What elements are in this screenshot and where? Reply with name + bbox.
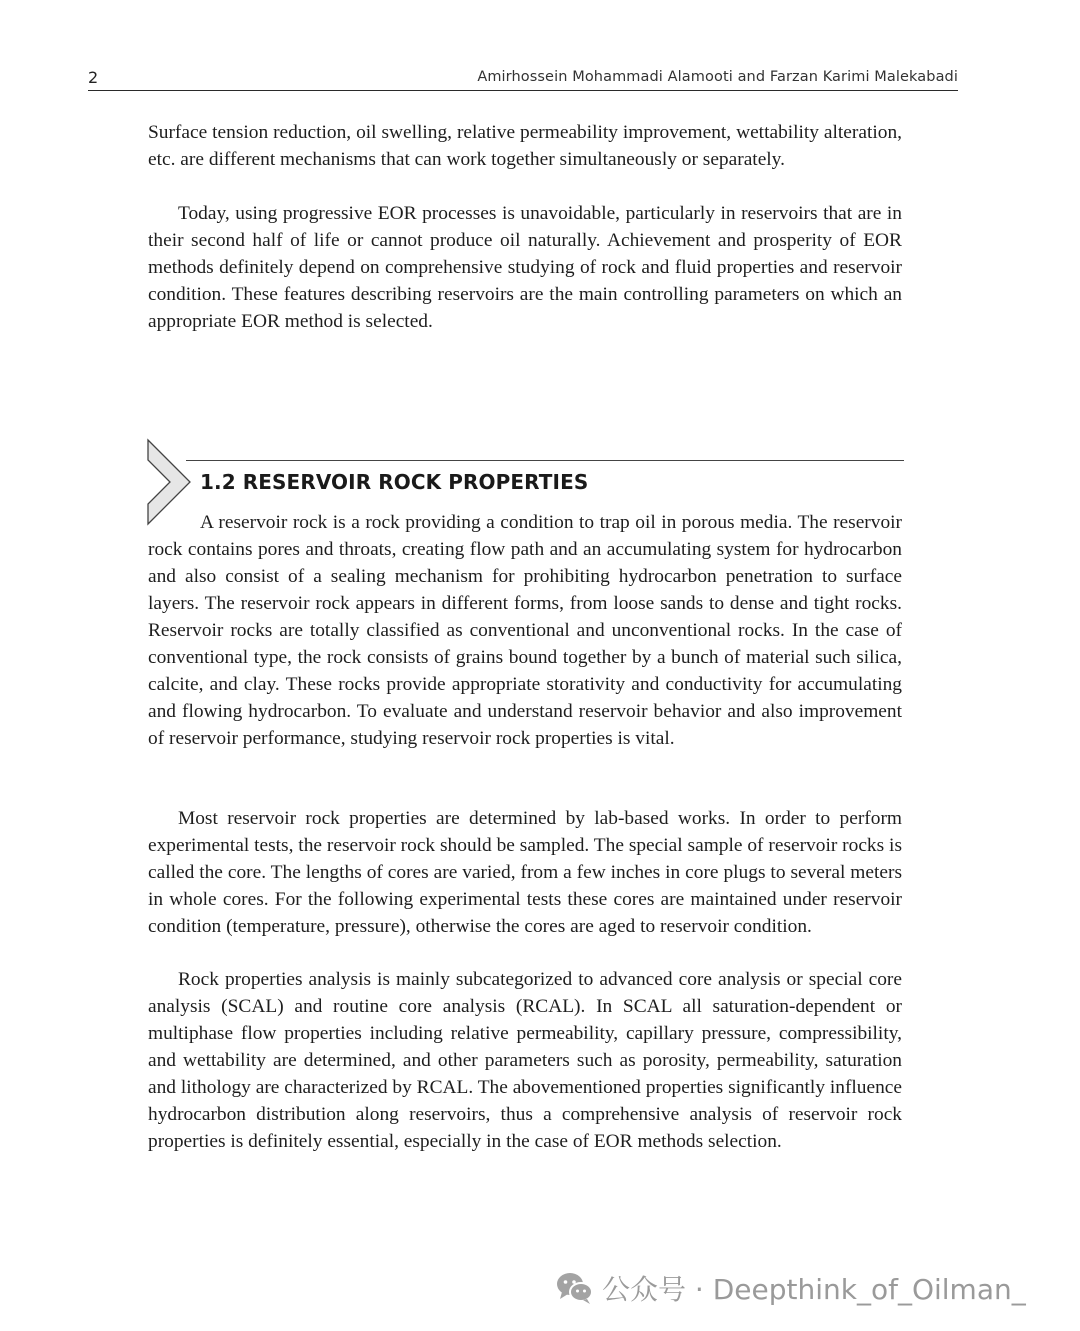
section-paragraph-2: Most reservoir rock properties are determined by lab-based works. In order to perform experimental tests, the reservoir rock should be sampled. The special sample of reservoir rocks is called the core. The lengths of cores are varied, from a few inches in core plugs to several meters in whole cores. For the following experimental tests these cores are maintained under reservoir condition (temperature, pressure), otherwise the cores are aged to reservoir condition.	[148, 808, 902, 937]
section-title: 1.2 RESERVOIR ROCK PROPERTIES	[200, 470, 589, 494]
running-head	[88, 66, 958, 91]
running-head-authors: Amirhossein Mohammadi Alamooti and Farzan Karimi Malekabadi	[477, 69, 958, 85]
page-number: 2	[88, 68, 99, 87]
watermark	[556, 1268, 1026, 1308]
section-paragraph-3: Rock properties analysis is mainly subcategorized to advanced core analysis or special core analysis (SCAL) and routine core analysis (RCAL). In SCAL all saturation-dependent or multiphase flow properties including relative permeability, capillary pressure, compressibility, and wettability are determined, and other parameters such as porosity, permeability, saturation and lithology are characterized by RCAL. The abovementioned properties significantly influence hydrocarbon distribution along reservoirs, thus a comprehensive analysis of reservoir rock properties is definitely essential, especially in the case of EOR methods selection.	[148, 969, 903, 1152]
intro-paragraph-2: Today, using progressive EOR processes is unavoidable, particularly in reservoirs that are in their second half of life or cannot produce oil naturally. Achievement and prosperity of EOR methods definitely depend on comprehensive studying of rock and fluid properties and reservoir condition. These features describing reservoirs are the main controlling parameters on which an appropriate EOR method is selected.	[148, 203, 902, 332]
intro-paragraph-1: Surface tension reduction, oil swelling, relative permeability improvement, wettability alteration, etc. are different mechanisms that can work together simultaneously or separately.	[148, 122, 902, 170]
section-paragraph-1: A reservoir rock is a rock providing a condition to trap oil in porous media. The reservoir rock contains pores and throats, creating flow path and an accumulating system for hydrocarbon and also consist of a sealing mechanism for prohibiting hydrocarbon penetration to surface layers. The reservoir rock appears in different forms, from loose sands to dense and tight rocks. Reservoir rocks are totally classified as conventional and unconventional rocks. In the case of conventional type, the rock consists of grains bound together by a bunch of material such silica, calcite, and clay. These rocks provide appropriate storativity and conductivity for accumulating and flowing hydrocarbon. To evaluate and understand reservoir behavior and also improvement of reservoir performance, studying reservoir rock properties is vital.	[148, 512, 902, 749]
heading-rule	[186, 460, 904, 461]
watermark-text: 公众号 · Deepthink_of_Oilman_	[602, 1273, 1026, 1306]
wechat-icon	[556, 1271, 594, 1305]
